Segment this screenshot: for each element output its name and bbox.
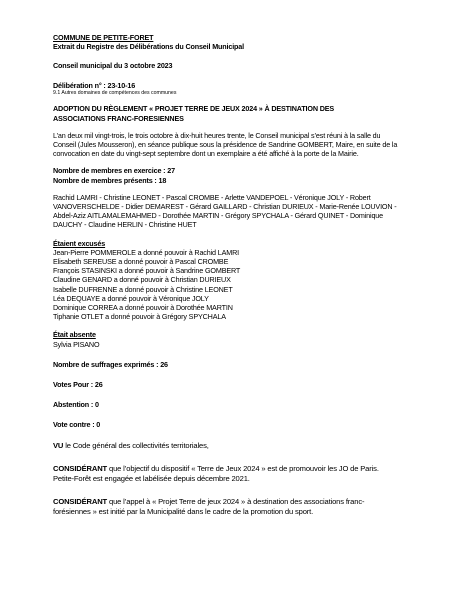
absent-heading: Était absente [53,330,96,340]
intro-line: Conseil (Jules Mousseron), en séance publique sous la présidence de Sandrine GOMBERT, Maire, en suite de la [53,140,398,150]
considerant-lead: CONSIDÉRANT [53,497,108,507]
intro-line: convocation en date du vingt-sept septembre dont un exemplaire a été affiché à la porte de la Mairie. [53,149,359,159]
title-line: ADOPTION DU RÈGLEMENT « PROJET TERRE DE JEUX 2024 » À DESTINATION DES [53,104,335,114]
considerant-text: que l’objectif du dispositif « Terre de Jeux 2024 » est de promouvoir les JO de Paris. [107,464,379,474]
proxy-line: François STASINSKI a donné pouvoir à Sandrine GOMBERT [53,266,241,276]
excused-heading: Étaient excusés [53,238,106,248]
vu-lead: VU [53,440,64,450]
present-members-line: Abdel-Aziz AITLAMALEMAHMED - Dorothée MARTIN - Grégory SPYCHALA - Gérard QUINET - Dominique [53,211,383,221]
vu-clause [53,441,400,451]
deliberation-title [53,104,400,122]
votes-against: Vote contre : 0 [53,420,101,430]
commune-heading: COMMUNE DE PETITE-FORET [53,33,154,42]
proxy-line: Dominique CORREA a donné pouvoir à Dorothée MARTIN [53,303,233,313]
proxy-line: Tiphanie OTLET a donné pouvoir à Grégory SPYCHALA [53,312,226,322]
deliberation-category: 9.1 Autres domaines de compétences des communes [53,89,177,96]
proxy-line: Elisabeth SEREUSE a donné pouvoir à Pascal CROMBE [53,257,229,267]
proxy-line: Léa DEQUAYE a donné pouvoir à Véronique JOLY [53,293,209,303]
considerant-line [53,497,400,507]
present-members-line: VANOVERSCHELDE - Didier DEMAREST - Gérard GAILLARD - Christian DURIEUX - Marie-Renée LOUVION - [53,202,397,212]
excused-section [53,239,400,322]
considerant-clause-1 [53,464,400,483]
register-extract-heading: Extrait du Registre des Délibérations du Conseil Municipal [53,42,244,52]
members-in-office: Nombre de membres en exercice : 27 [53,166,175,176]
present-members-list [53,193,400,230]
considerant-clause-2 [53,497,400,516]
absent-member: Sylvia PISANO [53,339,100,349]
proxy-line: Jean-Pierre POMMEROLE a donné pouvoir à Rachid LAMRI [53,247,239,257]
considerant-text: que l’appel à « Projet Terre de jeux 2024 » à destination des associations franc- [107,497,365,507]
intro-line: L’an deux mil vingt-trois, le trois octobre à dix-huit heures trente, le Conseil municipal s’est réuni à la salle du [53,130,381,140]
vu-text: le Code général des collectivités territoriales, [63,440,209,450]
proxy-line: Isabelle DUFRENNE a donné pouvoir à Christine LEONET [53,284,233,294]
deliberation-number: Délibération n° : 23-10-16 [53,80,136,90]
member-counts [53,166,400,184]
considerant-line [53,464,400,474]
session-heading: Conseil municipal du 3 octobre 2023 [53,61,173,71]
title-line: ASSOCIATIONS FRANC-FORESIENNES [53,113,184,123]
considerant-lead: CONSIDÉRANT [53,464,108,474]
votes-for: Votes Pour : 26 [53,380,103,390]
present-members-line: DAUCHY - Claudine HERLIN - Christine HUET [53,220,197,230]
considerant-line: Petite-Forêt est engagée et labélisée depuis décembre 2021. [53,473,250,483]
present-members-line: Rachid LAMRI - Christine LEONET - Pascal CROMBE - Arlette VANDEPOEL - Véronique JOLY - Robert [53,192,371,202]
proxy-line: Claudine GENARD a donné pouvoir à Christian DURIEUX [53,275,231,285]
suffrages-count: Nombre de suffrages exprimés : 26 [53,359,168,369]
members-present: Nombre de membres présents : 18 [53,175,167,185]
intro-paragraph [53,131,400,159]
abstentions: Abstention : 0 [53,400,99,410]
absent-section [53,330,400,348]
considerant-line: forésiennes » est initié par la Municipalité dans le cadre de la promotion du sport. [53,507,314,517]
